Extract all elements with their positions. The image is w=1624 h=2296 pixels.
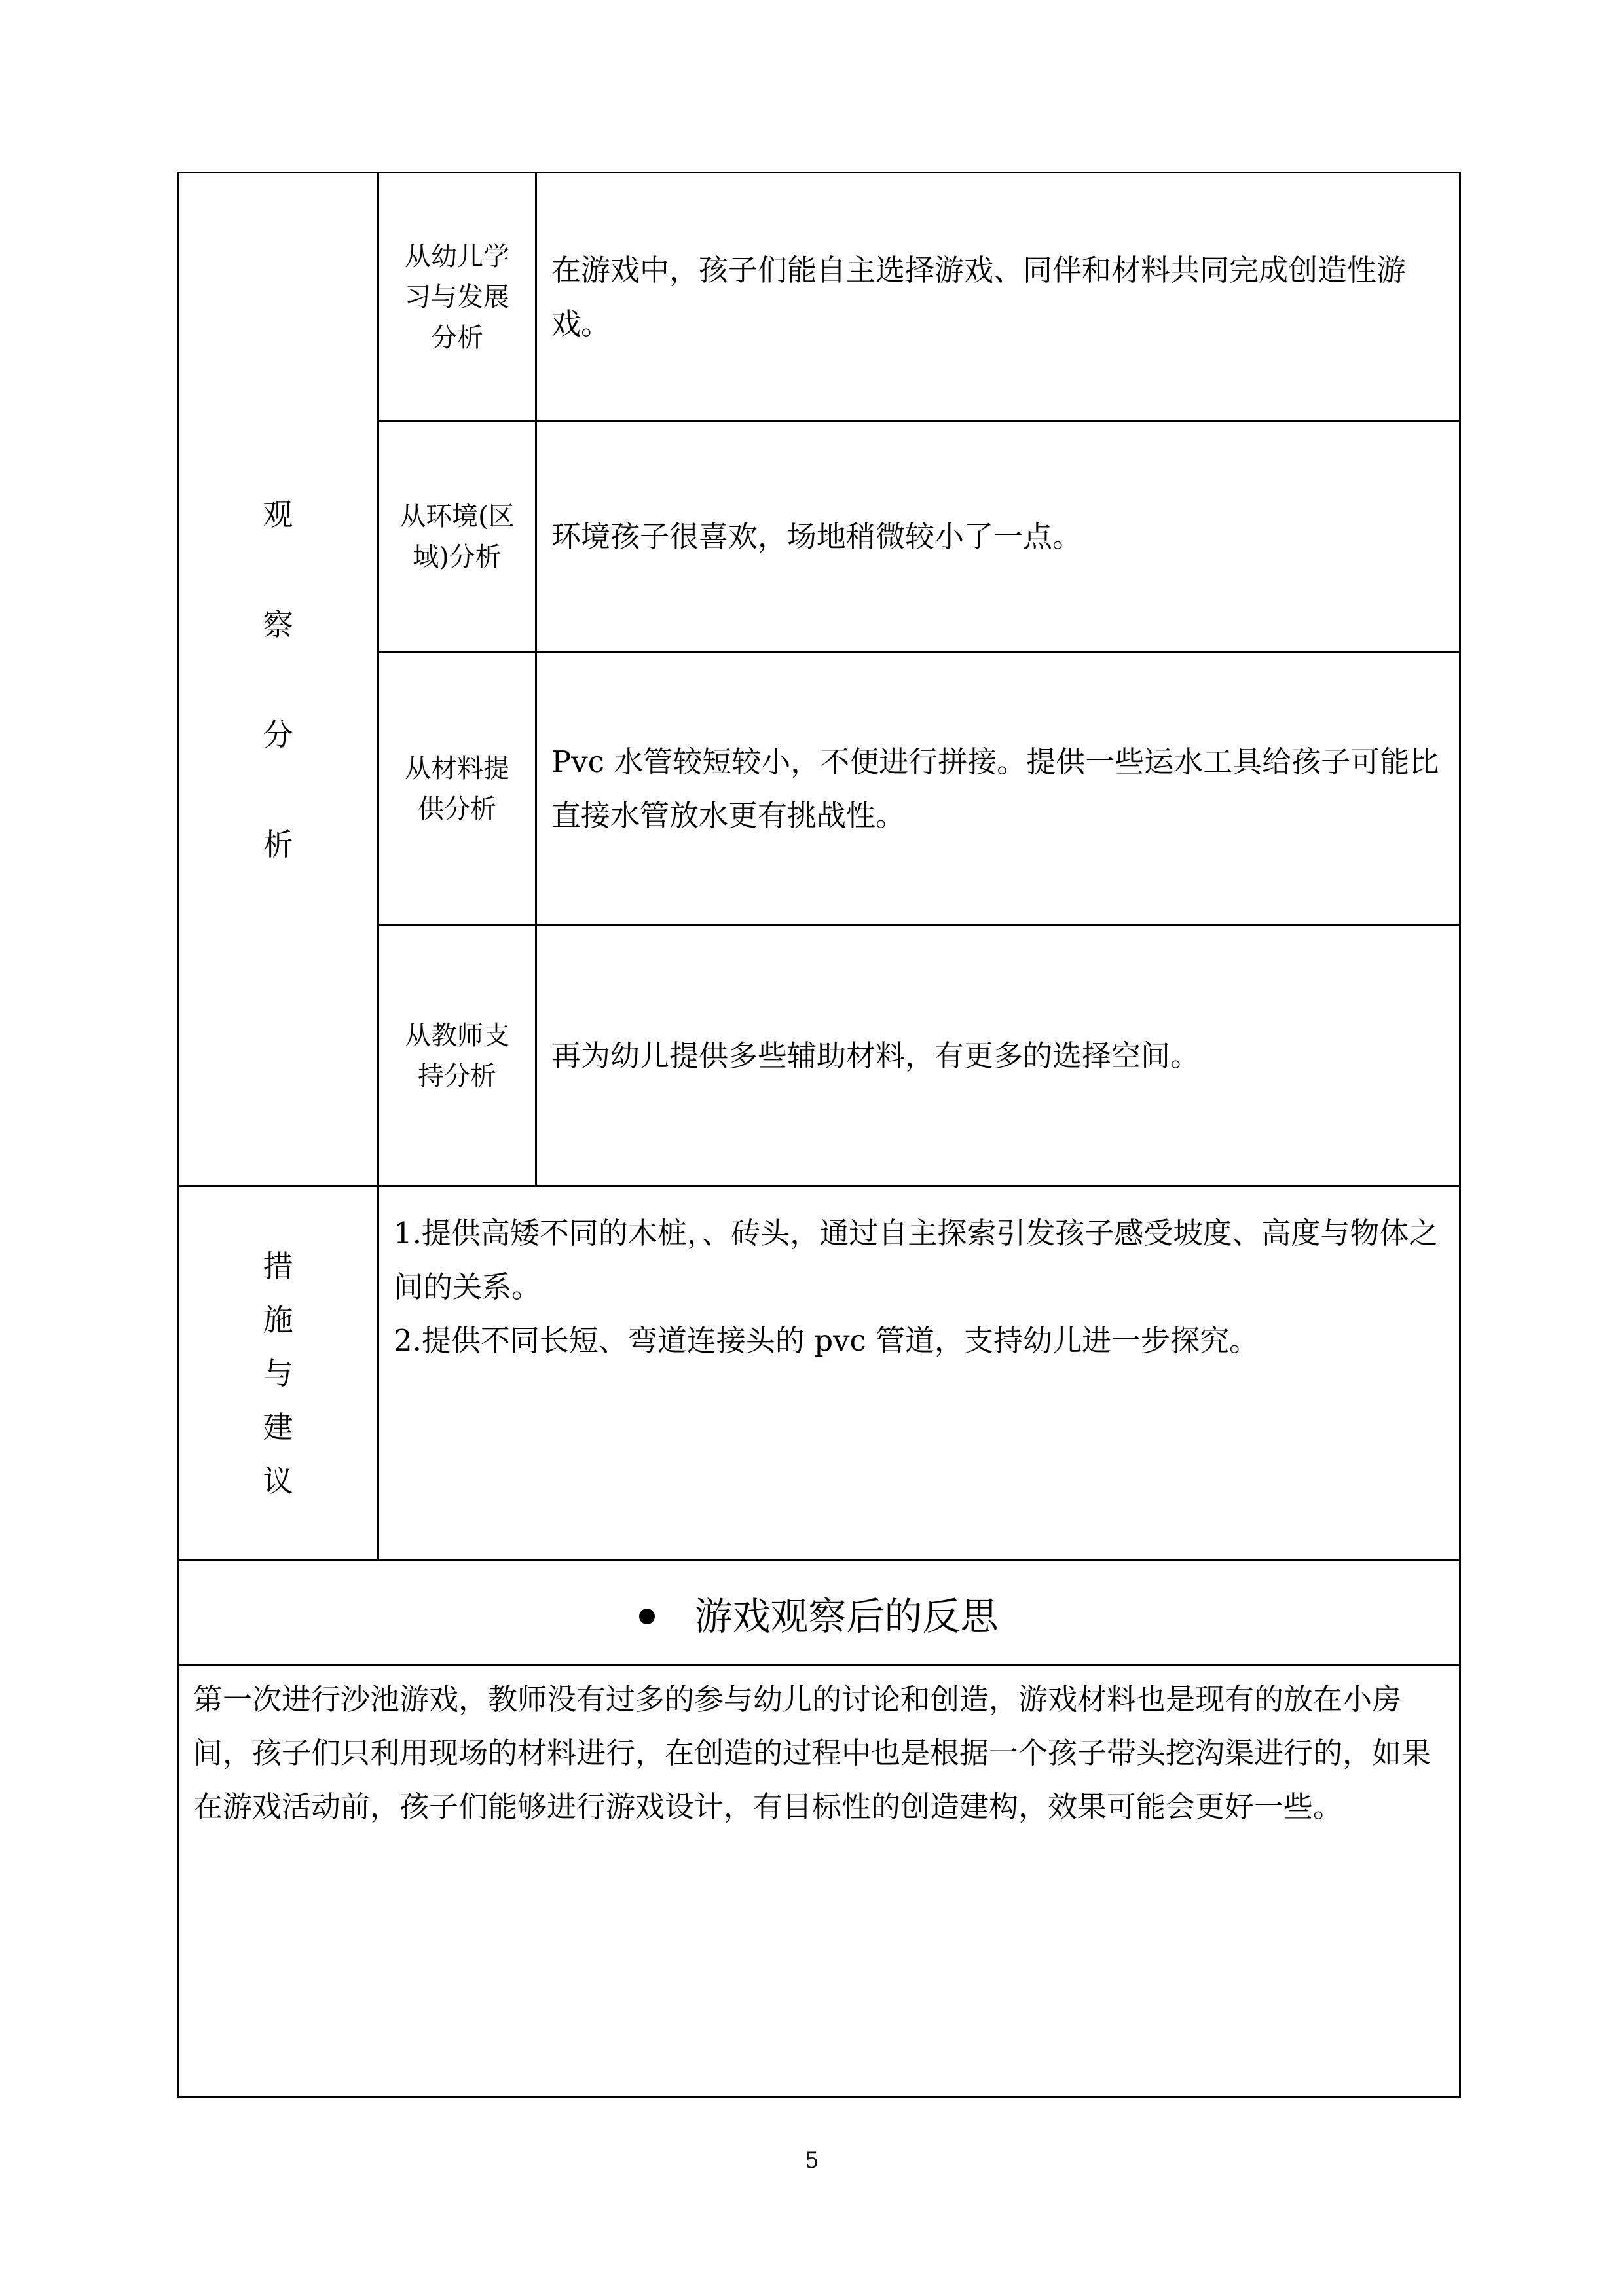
label-line: 习与发展 (405, 282, 509, 312)
label-line: 持分析 (418, 1061, 496, 1091)
label-line: 从环境(区 (399, 501, 515, 532)
label-char: 议 (263, 1463, 293, 1499)
measure-item: 2.提供不同长短、弯道连接头的 pvc 管道，支持幼儿进一步探究。 (394, 1323, 1259, 1358)
label-line: 从教师支 (405, 1020, 509, 1051)
bullet-icon (639, 1609, 655, 1624)
reflection-heading: 游戏观察后的反思 (694, 1594, 999, 1639)
label-char: 建 (263, 1409, 293, 1445)
label-line: 域)分析 (413, 541, 502, 572)
reflection-body: 第一次进行沙池游戏，教师没有过多的参与幼儿的讨论和创造，游戏材料也是现有的放在小房间，孩子们只利用现场的材料进行，在创造的过程中也是根据一个孩子带头挖沟渠进行的，如果在游戏活动前，孩子们能够进行游戏设计，有目标性的创造建构，效果可能会更好一些。 (178, 1666, 1460, 2097)
observation-record-table (177, 172, 1461, 2098)
label-char: 措 (263, 1248, 293, 1284)
sub-label-environment (378, 422, 536, 652)
reflection-body-row (178, 1666, 1460, 2097)
sub-label-materials (378, 652, 536, 926)
sub-label-teacher-support (378, 926, 536, 1186)
label-char: 观 (263, 496, 293, 532)
label-char: 与 (263, 1355, 293, 1391)
sub-label-development (378, 173, 536, 422)
content-environment: 环境孩子很喜欢，场地稍微较小了一点。 (536, 422, 1460, 652)
measure-item: 1.提供高矮不同的木桩，、砖头，通过自主探索引发孩子感受坡度、高度与物体之间的关系。 (394, 1216, 1439, 1304)
label-char: 析 (263, 826, 293, 862)
measures-label (178, 1186, 378, 1561)
content-teacher-support: 再为幼儿提供多些辅助材料，有更多的选择空间。 (536, 926, 1460, 1186)
observation-analysis-label (178, 173, 378, 1186)
label-line: 供分析 (418, 793, 496, 824)
label-char: 察 (263, 606, 293, 642)
label-char: 分 (263, 716, 293, 752)
page-number: 5 (805, 2147, 819, 2174)
measures-content (378, 1186, 1460, 1561)
label-line: 从幼儿学 (405, 241, 509, 272)
reflection-heading-row (178, 1561, 1460, 1666)
label-char: 施 (263, 1302, 293, 1338)
content-development: 在游戏中，孩子们能自主选择游戏、同伴和材料共同完成创造性游戏。 (536, 173, 1460, 422)
measures-row (178, 1186, 1460, 1561)
label-line: 从材料提 (405, 753, 509, 784)
content-materials: Pvc 水管较短较小，不便进行拼接。提供一些运水工具给孩子可能比直接水管放水更有挑战性。 (536, 652, 1460, 926)
label-line: 分析 (431, 322, 483, 353)
reflection-heading-cell (178, 1561, 1460, 1666)
analysis-row-development (178, 173, 1460, 422)
